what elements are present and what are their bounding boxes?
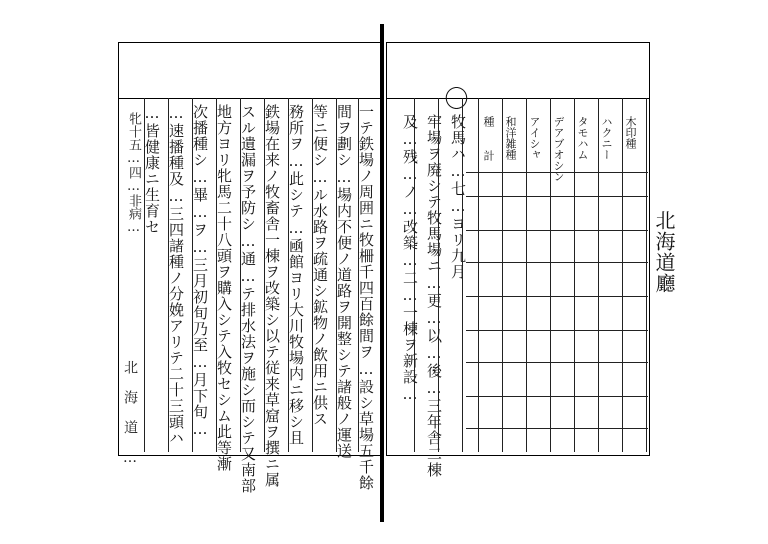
table-header: デアブオシン <box>552 116 565 182</box>
ruled-line <box>414 98 415 452</box>
table-header: タモハム <box>576 116 589 160</box>
right-page-top-border <box>386 42 650 101</box>
text-column: 等ニ便シ…ル水路ヲ疏通シ鉱物ノ飲用ニ供ス <box>311 104 329 427</box>
table-rule <box>466 296 648 297</box>
table-rule <box>466 362 648 363</box>
text-column: 次播種シ…畢…ヲ…三月初旬乃至…月下旬… <box>191 104 209 439</box>
right-page <box>384 0 768 544</box>
table-rule <box>478 98 479 452</box>
ruled-line <box>462 98 463 452</box>
table-row-label: 計 <box>482 150 495 161</box>
margin-note: 北 海 道 … <box>122 360 138 466</box>
table-header: 木印種 <box>624 116 637 149</box>
text-column: 間ヲ劃シ…場内不便ノ道路ヲ開整シテ諸般ノ運送 <box>335 104 353 459</box>
table-rule <box>466 262 648 263</box>
margin-note: 牝十五…四…非病… <box>126 112 141 235</box>
text-column: …速播種及…三四諸種ノ分娩アリテ二十三頭ハ <box>167 104 185 446</box>
text-column: 鉄場在来ノ牧畜舎一棟ヲ改築シ以テ従来草窟ヲ撰ニ属 <box>263 104 281 488</box>
table-rule <box>466 428 648 429</box>
text-column: 務所ヲ…此シテ…凾館ヨリ大川牧場内ニ移シ且 <box>287 104 305 446</box>
text-column: スル遺漏ヲ予防シ…通…テ排水法ヲ施シ而シテ又南部 <box>239 104 257 494</box>
table-rule <box>466 330 648 331</box>
table-rule <box>466 230 648 231</box>
text-column: 牧馬ハ…七…ヨリ九月 <box>449 114 467 280</box>
table-header: 和洋雑種 <box>504 116 517 160</box>
circle-mark: 〇 <box>440 86 468 111</box>
table-header: ハクニー <box>600 116 613 160</box>
side-title: 北海道廳 <box>652 210 676 294</box>
table-rule <box>622 98 623 452</box>
table-rule <box>466 396 648 397</box>
left-page-top-border <box>118 42 382 101</box>
text-column: 及…残…ノ…改築…二…一棟ヲ新設… <box>401 114 419 404</box>
table-header: 種 <box>482 116 495 127</box>
text-column: 一テ鉄場ノ周囲ニ牧柵千四百餘間ヲ…設シ草場五千餘 <box>357 104 375 491</box>
table-rule <box>466 196 648 197</box>
text-column: 地方ヨリ牝馬二十八頭ヲ購入シテ入牧セシム此等漸 <box>215 104 233 472</box>
table-header: アイシャ <box>528 116 541 160</box>
text-column: 牢場ヲ廃シテ牧馬場ニ…更…以…後…三年舎二棟 <box>425 114 443 478</box>
ruled-line <box>438 98 439 452</box>
text-column: …皆健康ニ生育セ <box>143 104 161 235</box>
table-rule <box>646 98 647 452</box>
